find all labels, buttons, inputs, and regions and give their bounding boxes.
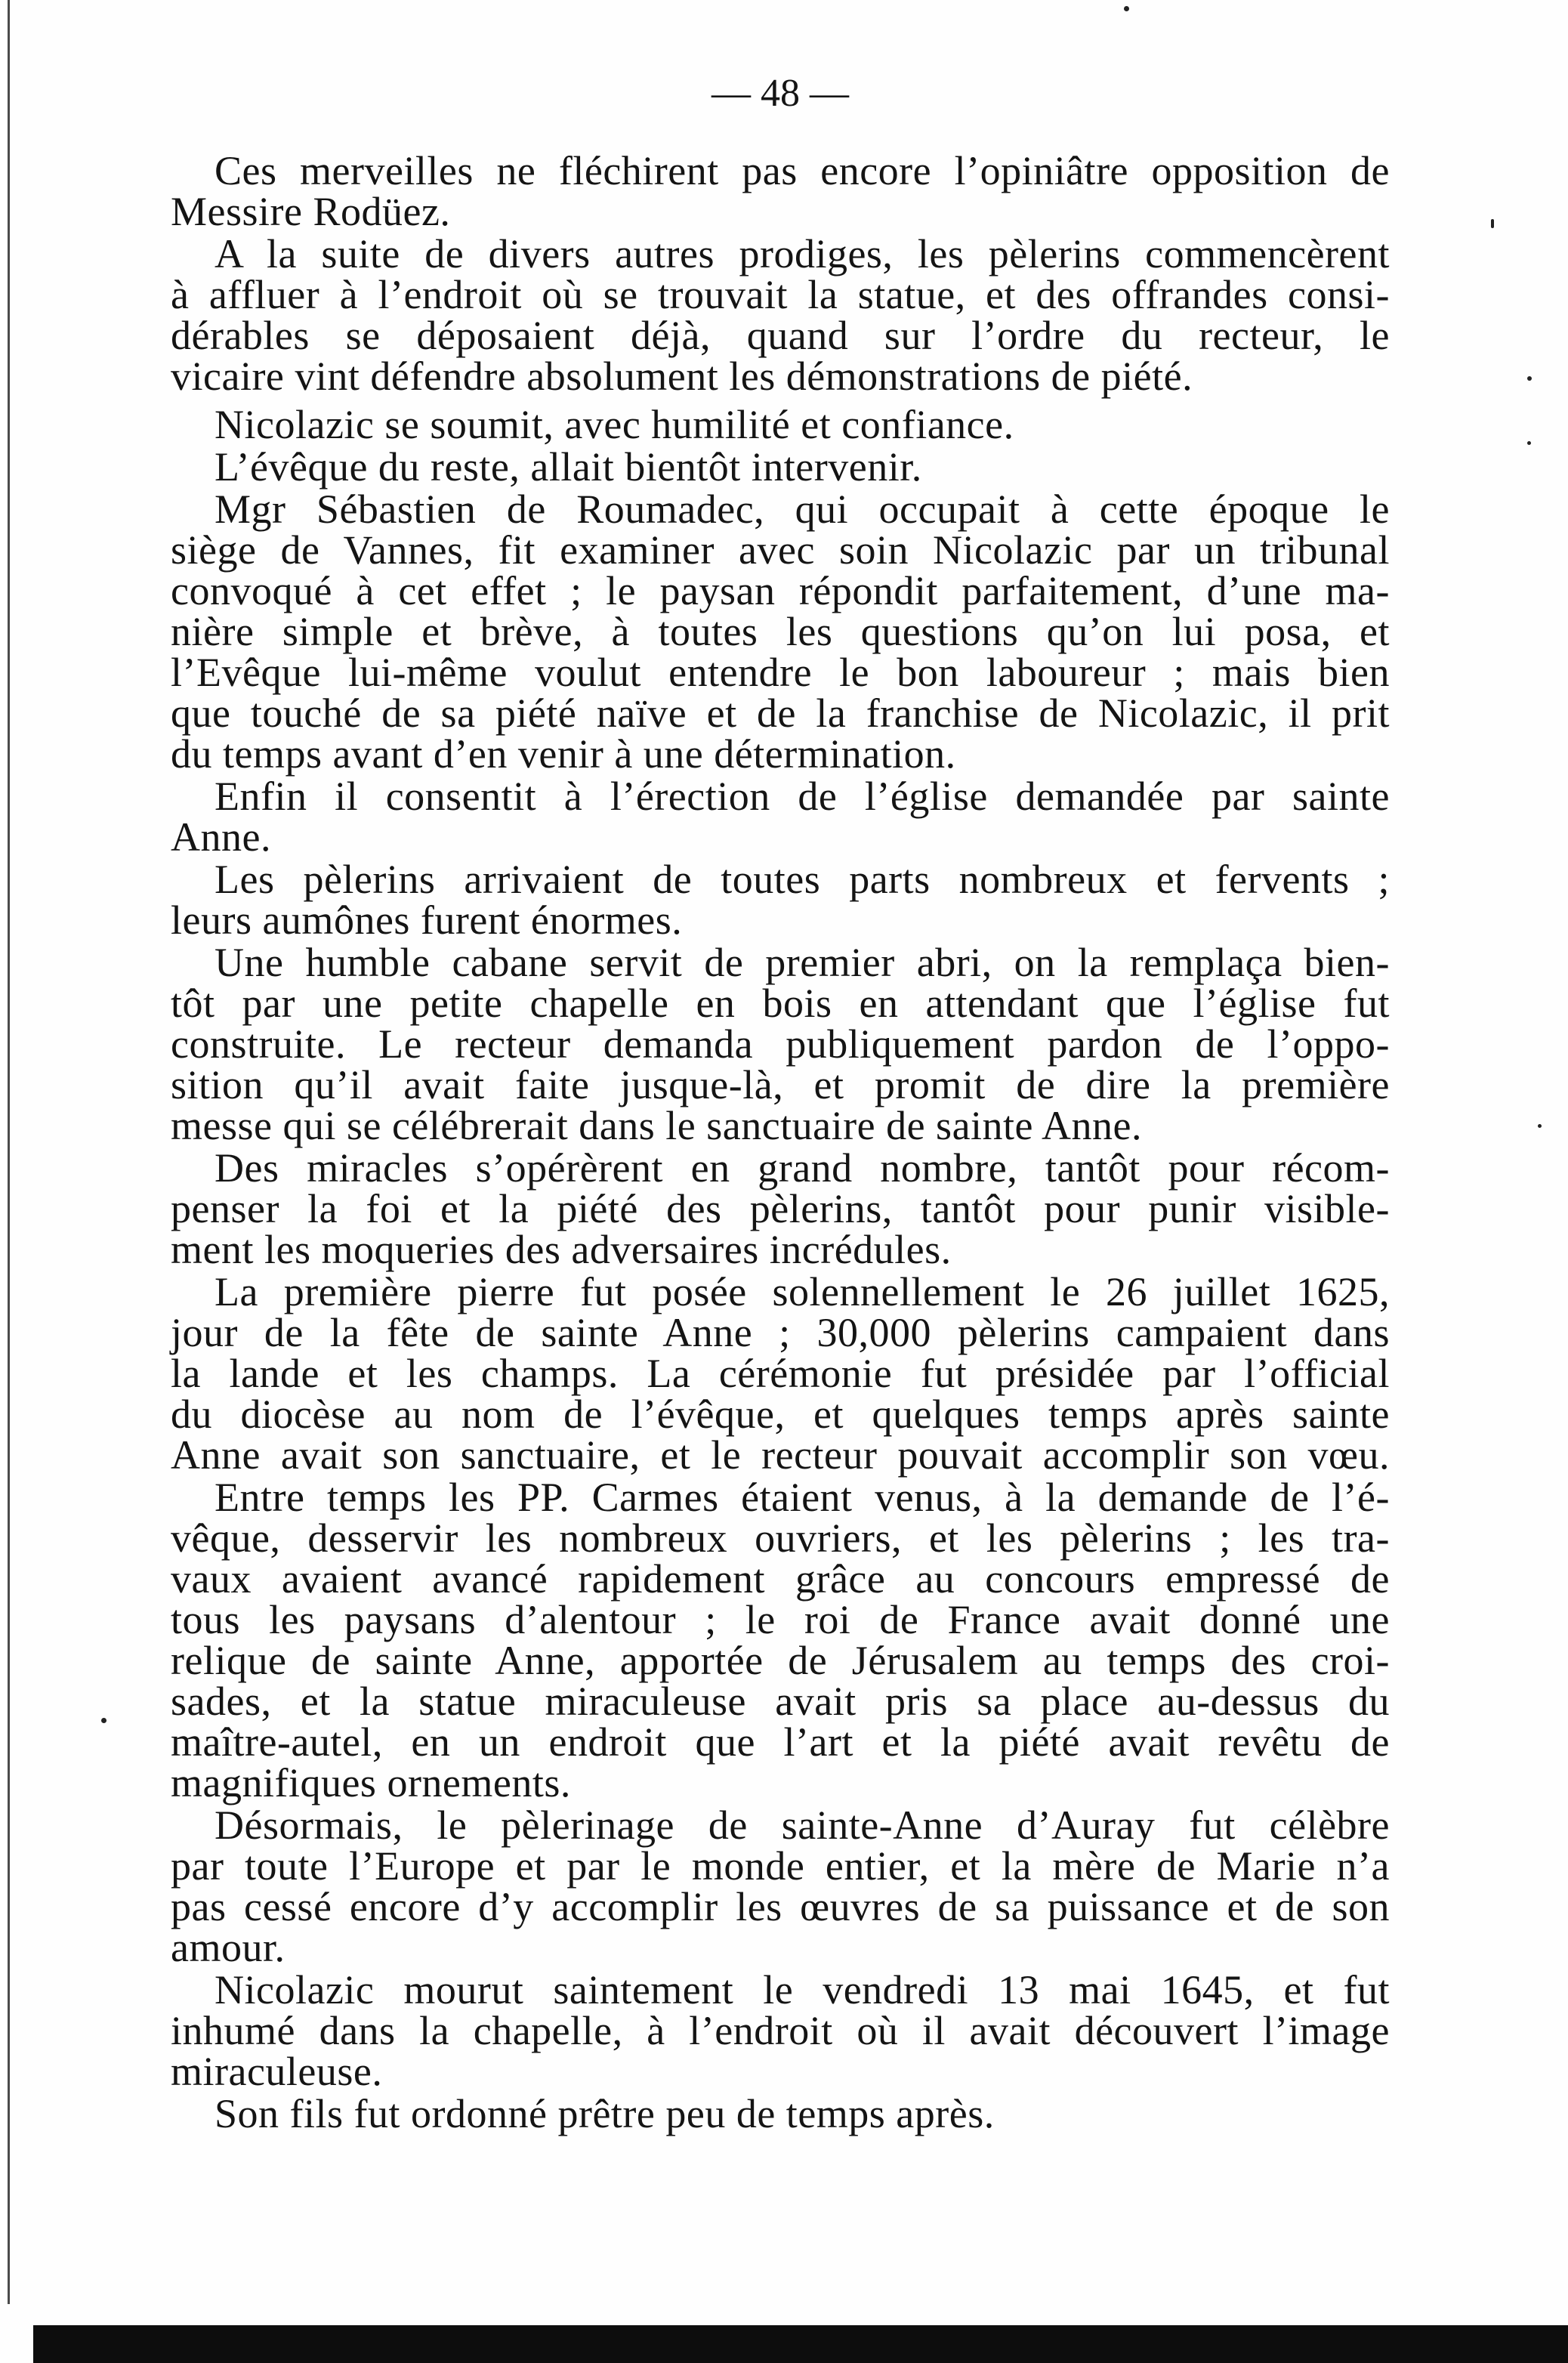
text-line: Mgr Sébastien de Roumadec, qui occupait à cette époque le (215, 486, 1390, 532)
text-line: La première pierre fut posée solennellement le 26 juillet 1625, (215, 1269, 1390, 1314)
page-edge-line (8, 0, 10, 2304)
paragraph (171, 1145, 1390, 1272)
text-line: leurs aumônes furent énormes. (171, 897, 683, 943)
text-line: Enfin il consentit à l’érection de l’église demandée par sainte (215, 774, 1390, 819)
text-line: pas cessé encore d’y accomplir les œuvres de sa puissance et de son (171, 1884, 1390, 1929)
text-line: du diocèse au nom de l’évêque, et quelques temps après sainte (171, 1392, 1390, 1437)
text-line: sition qu’il avait faite jusque-là, et promit de dire la première (171, 1062, 1390, 1107)
text-line: penser la foi et la piété des pèlerins, tantôt pour punir visible- (171, 1186, 1390, 1231)
paragraph (171, 774, 1390, 860)
page-number: — 48 — (711, 72, 849, 115)
text-line: Messire Rodüez. (171, 189, 451, 234)
paragraph (171, 444, 1390, 490)
text-line: miraculeuse. (171, 2049, 383, 2094)
paragraph (171, 404, 1390, 445)
text-line: amour. (171, 1925, 286, 1970)
text-line: la lande et les champs. La cérémonie fut présidée par l’official (171, 1351, 1390, 1396)
text-line: Des miracles s’opérèrent en grand nombre, tantôt pour récom- (215, 1145, 1390, 1191)
text-line: Nicolazic mourut saintement le vendredi 13 mai 1645, et fut (215, 1967, 1390, 2012)
text-line: l’Evêque lui-même voulut entendre le bon laboureur ; mais bien (171, 650, 1390, 695)
scan-speck (1491, 219, 1494, 228)
text-line: dérables se déposaient déjà, quand sur l’ordre du recteur, le (171, 313, 1390, 358)
text-line: Désormais, le pèlerinage de sainte-Anne d’Auray fut célèbre (215, 1802, 1390, 1848)
text-line: Anne. (171, 814, 271, 860)
text-line: nière simple et brève, à toutes les questions qu’on lui posa, et (171, 609, 1390, 654)
text-line: Entre temps les PP. Carmes étaient venus, à la demande de l’é- (215, 1475, 1390, 1520)
scan-speck (1527, 441, 1531, 445)
paragraph (171, 486, 1390, 777)
text-line: du temps avant d’en venir à une détermination. (171, 731, 956, 777)
scan-bottom-border (33, 2325, 1568, 2363)
text-line: à affluer à l’endroit où se trouvait la statue, et des offrandes consi- (171, 272, 1390, 317)
text-line: construite. Le recteur demanda publiquement pardon de l’oppo- (171, 1021, 1390, 1067)
paragraph (171, 1969, 1390, 2092)
text-line: sades, et la statue miraculeuse avait pris sa place au-dessus du (171, 1679, 1390, 1724)
paragraph (171, 1477, 1390, 1803)
text-line: que touché de sa piété naïve et de la franchise de Nicolazic, il prit (171, 690, 1390, 736)
scan-speck (101, 1718, 106, 1723)
paragraph (171, 2093, 1390, 2134)
scan-speck (1124, 6, 1129, 11)
text-line: Anne avait son sanctuaire, et le recteur pouvait accomplir son vœu. (171, 1432, 1390, 1478)
text-line: A la suite de divers autres prodiges, les pèlerins commencèrent (215, 231, 1390, 276)
text-line: inhumé dans la chapelle, à l’endroit où il avait découvert l’image (171, 2008, 1390, 2053)
text-line: par toute l’Europe et par le monde entier, et la mère de Marie n’a (171, 1843, 1390, 1889)
text-line: Ces merveilles ne fléchirent pas encore l’opiniâtre opposition de (215, 148, 1390, 193)
text-line: jour de la fête de sainte Anne ; 30,000 pèlerins campaient dans (171, 1310, 1390, 1355)
text-line: vêque, desservir les nombreux ouvriers, et les pèlerins ; les tra- (171, 1515, 1390, 1561)
body-text (171, 150, 1390, 2134)
paragraph (171, 859, 1390, 941)
text-line: siège de Vannes, fit examiner avec soin Nicolazic par un tribunal (171, 527, 1390, 573)
text-line: L’évêque du reste, allait bientôt intervenir. (215, 444, 922, 490)
paragraph (171, 150, 1390, 232)
text-line: maître-autel, en un endroit que l’art et la piété avait revêtu de (171, 1719, 1390, 1765)
text-line: vaux avaient avancé rapidement grâce au concours empressé de (171, 1556, 1390, 1602)
text-line: convoqué à cet effet ; le paysan répondit parfaitement, d’une ma- (171, 568, 1390, 613)
text-line: magnifiques ornements. (171, 1760, 571, 1805)
paragraph (171, 942, 1390, 1146)
text-line: vicaire vint défendre absolument les démonstrations de piété. (171, 354, 1193, 399)
text-line: ment les moqueries des adversaires incrédules. (171, 1227, 952, 1272)
scan-speck (1527, 376, 1532, 381)
text-line: relique de sainte Anne, apportée de Jérusalem au temps des croi- (171, 1638, 1390, 1683)
paragraph (171, 1802, 1390, 1970)
scan-speck (1538, 1124, 1542, 1128)
text-line: Son fils fut ordonné prêtre peu de temps après. (215, 2091, 995, 2136)
text-line: Les pèlerins arrivaient de toutes parts nombreux et fervents ; (215, 857, 1390, 902)
text-line: tôt par une petite chapelle en bois en attendant que l’église fut (171, 981, 1390, 1026)
text-line: messe qui se célébrerait dans le sanctuaire de sainte Anne. (171, 1103, 1143, 1148)
text-line: Une humble cabane servit de premier abri, on la remplaça bien- (215, 940, 1390, 985)
paragraph (171, 233, 1390, 397)
paragraph (171, 1269, 1390, 1478)
text-line: tous les paysans d’alentour ; le roi de France avait donné une (171, 1597, 1390, 1642)
text-line: Nicolazic se soumit, avec humilité et confiance. (215, 402, 1014, 447)
